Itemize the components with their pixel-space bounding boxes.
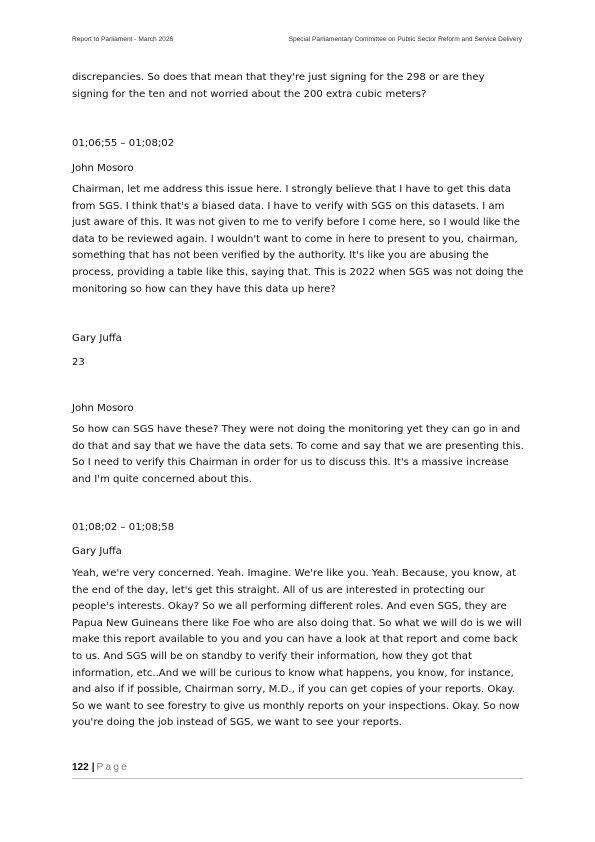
page-label: Page: [96, 762, 130, 773]
speaker-name: John Mosoro: [72, 163, 134, 174]
running-header-left: Report to Parliament - March 2026: [72, 36, 174, 43]
paragraph: 23: [72, 357, 85, 368]
page-footer: [72, 762, 129, 773]
page-number: 122: [72, 762, 89, 773]
paragraph-continuation: discrepancies. So does that mean that they're just signing for the 298 or are they signing for the ten and not worried about the 200 extra cubic meters?: [72, 72, 485, 100]
timestamp: 01;06;55 – 01;08;02: [72, 138, 175, 149]
running-header-right: Special Parliamentary Committee on Public Sector Reform and Service Delivery: [288, 36, 522, 43]
paragraph: Chairman, let me address this issue here. I strongly believe that I have to get this data from SGS. I think that's a biased data. I have to verify with SGS on this datasets. I am just aware of this. It was not given to me to verify before I come here, so I would like the data to be reviewed again. I wouldn't want to come in here to present to you, chairman, something that has not been verified by the authority. It's like you are abusing the process, providing a table like this, saying that. This is 2022 when SGS was not doing the monitoring so how can they have this data up here?: [72, 184, 524, 295]
speaker-name: Gary Juffa: [72, 333, 122, 344]
paragraph: So how can SGS have these? They were not doing the monitoring yet they can go in and do that and say that we have the data sets. To come and say that we are presenting this. So I need to verify this Chairman in order for us to discuss this. It's a massive increase and I'm quite concerned about this.: [72, 424, 524, 485]
footer-rule: [72, 778, 523, 779]
footer-separator: |: [91, 762, 95, 773]
speaker-name: John Mosoro: [72, 403, 134, 414]
timestamp: 01;08;02 – 01;08;58: [72, 522, 175, 533]
paragraph: Yeah, we're very concerned. Yeah. Imagine. We're like you. Yeah. Because, you know, at the end of the day, let's get this straight. All of us are interested in protecting our people's interests. Okay? So we all performing different roles. And even SGS, they are Papua New Guineans there like Foe who are also doing that. So what we will do is we will make this report available to you and you can have a look at that report and come back to us. And SGS will be on standby to verify their information, how they got that information, etc..And we will be curious to know what happens, you know, for instance, and also if if possible, Chairman sorry, M.D., if you can get copies of your reports. Okay. So we want to see forestry to give us monthly reports on your inspections. Okay. So now you're doing the job instead of SGS, we want to see your reports.: [72, 568, 522, 729]
speaker-name: Gary Juffa: [72, 546, 122, 557]
